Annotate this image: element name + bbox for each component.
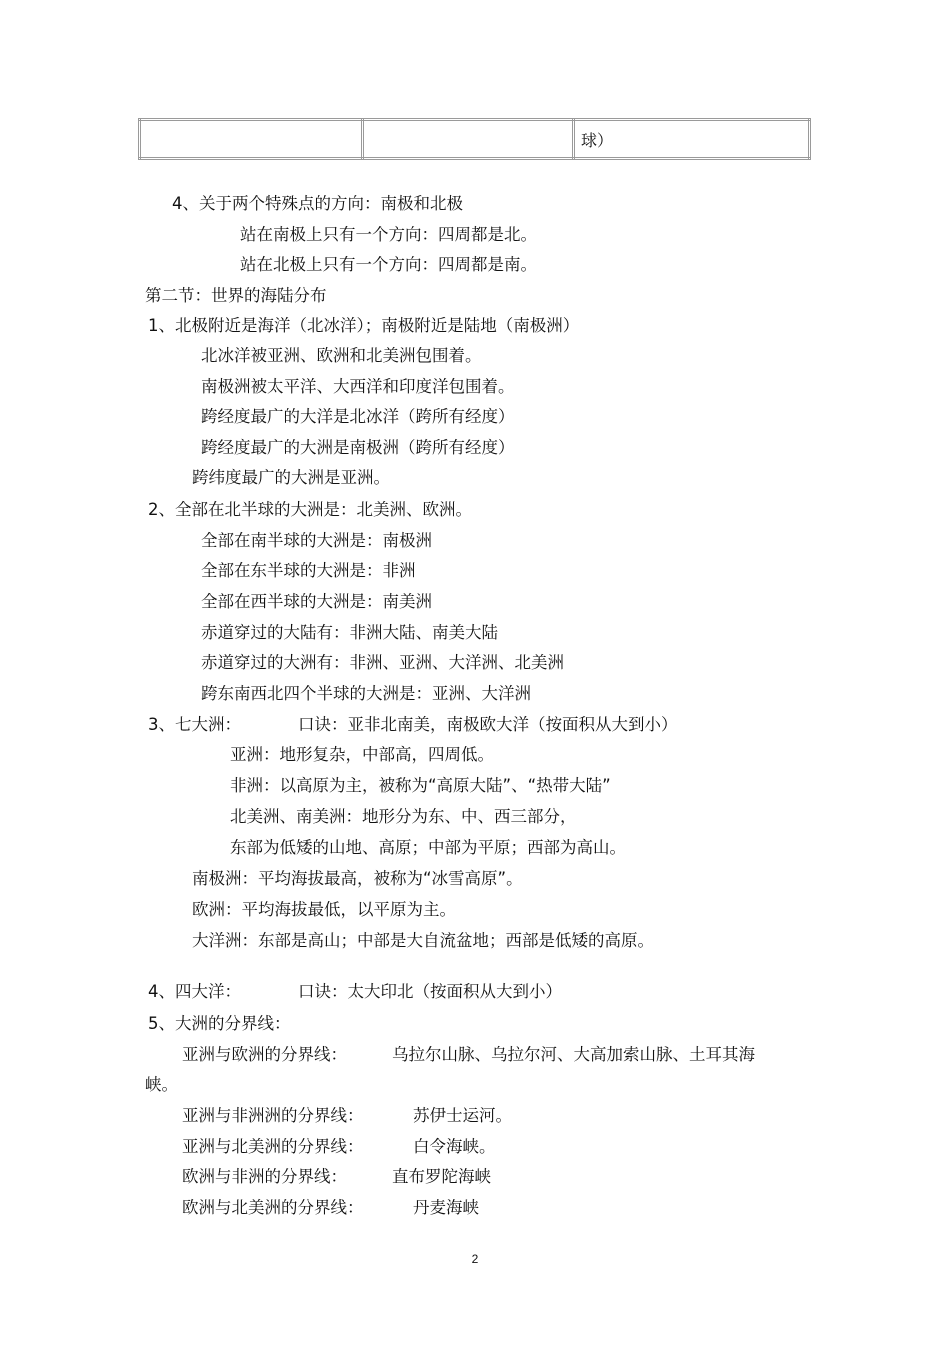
text-line: 亚洲与欧洲的分界线： bbox=[182, 1045, 347, 1064]
text-line: 非洲：以高原为主，被称为“高原大陆”、“热带大陆” bbox=[230, 776, 611, 795]
text-line: 乌拉尔山脉、乌拉尔河、大高加索山脉、土耳其海 bbox=[392, 1045, 755, 1064]
text-line: 欧洲与北美洲的分界线： bbox=[182, 1198, 364, 1217]
text-line: 跨纬度最广的大洲是亚洲。 bbox=[192, 468, 390, 487]
text-line: 4、四大洋： bbox=[148, 982, 241, 1001]
table-cell bbox=[140, 120, 363, 159]
text-line: 全部在南半球的大洲是：南极洲 bbox=[201, 531, 432, 550]
page-number: 2 bbox=[471, 1252, 479, 1266]
text-line: 亚洲与非洲洲的分界线： bbox=[182, 1106, 364, 1125]
text-line: 全部在东半球的大洲是：非洲 bbox=[201, 561, 416, 580]
text-line: 丹麦海峡 bbox=[413, 1198, 479, 1217]
text-line: 东部为低矮的山地、高原；中部为平原；西部为高山。 bbox=[230, 838, 626, 857]
text-line: 峡。 bbox=[145, 1075, 178, 1094]
section-heading: 第二节：世界的海陆分布 bbox=[145, 286, 327, 305]
text-line: 南极洲被太平洋、大西洋和印度洋包围着。 bbox=[201, 377, 515, 396]
text-line: 跨经度最广的大洲是南极洲（跨所有经度） bbox=[201, 438, 515, 457]
text-line: 口诀：太大印北（按面积从大到小） bbox=[298, 982, 562, 1001]
table-row bbox=[140, 120, 810, 159]
text-line: 站在北极上只有一个方向：四周都是南。 bbox=[240, 255, 537, 274]
text-line: 欧洲与非洲的分界线： bbox=[182, 1167, 347, 1186]
text-line: 大洋洲：东部是高山；中部是大自流盆地；西部是低矮的高原。 bbox=[192, 931, 654, 950]
table-cell: 球） bbox=[574, 120, 810, 159]
continuation-table bbox=[138, 118, 811, 160]
text-line: 赤道穿过的大陆有：非洲大陆、南美大陆 bbox=[201, 623, 498, 642]
text-line: 3、七大洲： bbox=[148, 715, 241, 734]
text-line: 站在南极上只有一个方向：四周都是北。 bbox=[240, 225, 537, 244]
text-line: 欧洲：平均海拔最低，以平原为主。 bbox=[192, 900, 456, 919]
text-line: 1、北极附近是海洋（北冰洋）；南极附近是陆地（南极洲） bbox=[148, 316, 580, 335]
text-line: 北美洲、南美洲：地形分为东、中、西三部分， bbox=[230, 807, 577, 826]
text-line: 4、关于两个特殊点的方向：南极和北极 bbox=[172, 194, 463, 213]
text-line: 亚洲：地形复杂，中部高，四周低。 bbox=[230, 745, 494, 764]
text-line: 南极洲：平均海拔最高，被称为“冰雪高原”。 bbox=[192, 869, 523, 888]
text-line: 白令海峡。 bbox=[413, 1137, 496, 1156]
text-line: 全部在西半球的大洲是：南美洲 bbox=[201, 592, 432, 611]
text-line: 亚洲与北美洲的分界线： bbox=[182, 1137, 364, 1156]
text-line: 口诀：亚非北南美，南极欧大洋（按面积从大到小） bbox=[298, 715, 678, 734]
text-line: 赤道穿过的大洲有：非洲、亚洲、大洋洲、北美洲 bbox=[201, 653, 564, 672]
text-line: 直布罗陀海峡 bbox=[392, 1167, 491, 1186]
text-line: 苏伊士运河。 bbox=[413, 1106, 512, 1125]
text-line: 北冰洋被亚洲、欧洲和北美洲包围着。 bbox=[201, 346, 482, 365]
text-line: 跨东南西北四个半球的大洲是：亚洲、大洋洲 bbox=[201, 684, 531, 703]
text-line: 5、大洲的分界线： bbox=[148, 1014, 291, 1033]
text-line: 跨经度最广的大洋是北冰洋（跨所有经度） bbox=[201, 407, 515, 426]
table-cell bbox=[363, 120, 574, 159]
text-line: 2、全部在北半球的大洲是：北美洲、欧洲。 bbox=[148, 500, 472, 519]
